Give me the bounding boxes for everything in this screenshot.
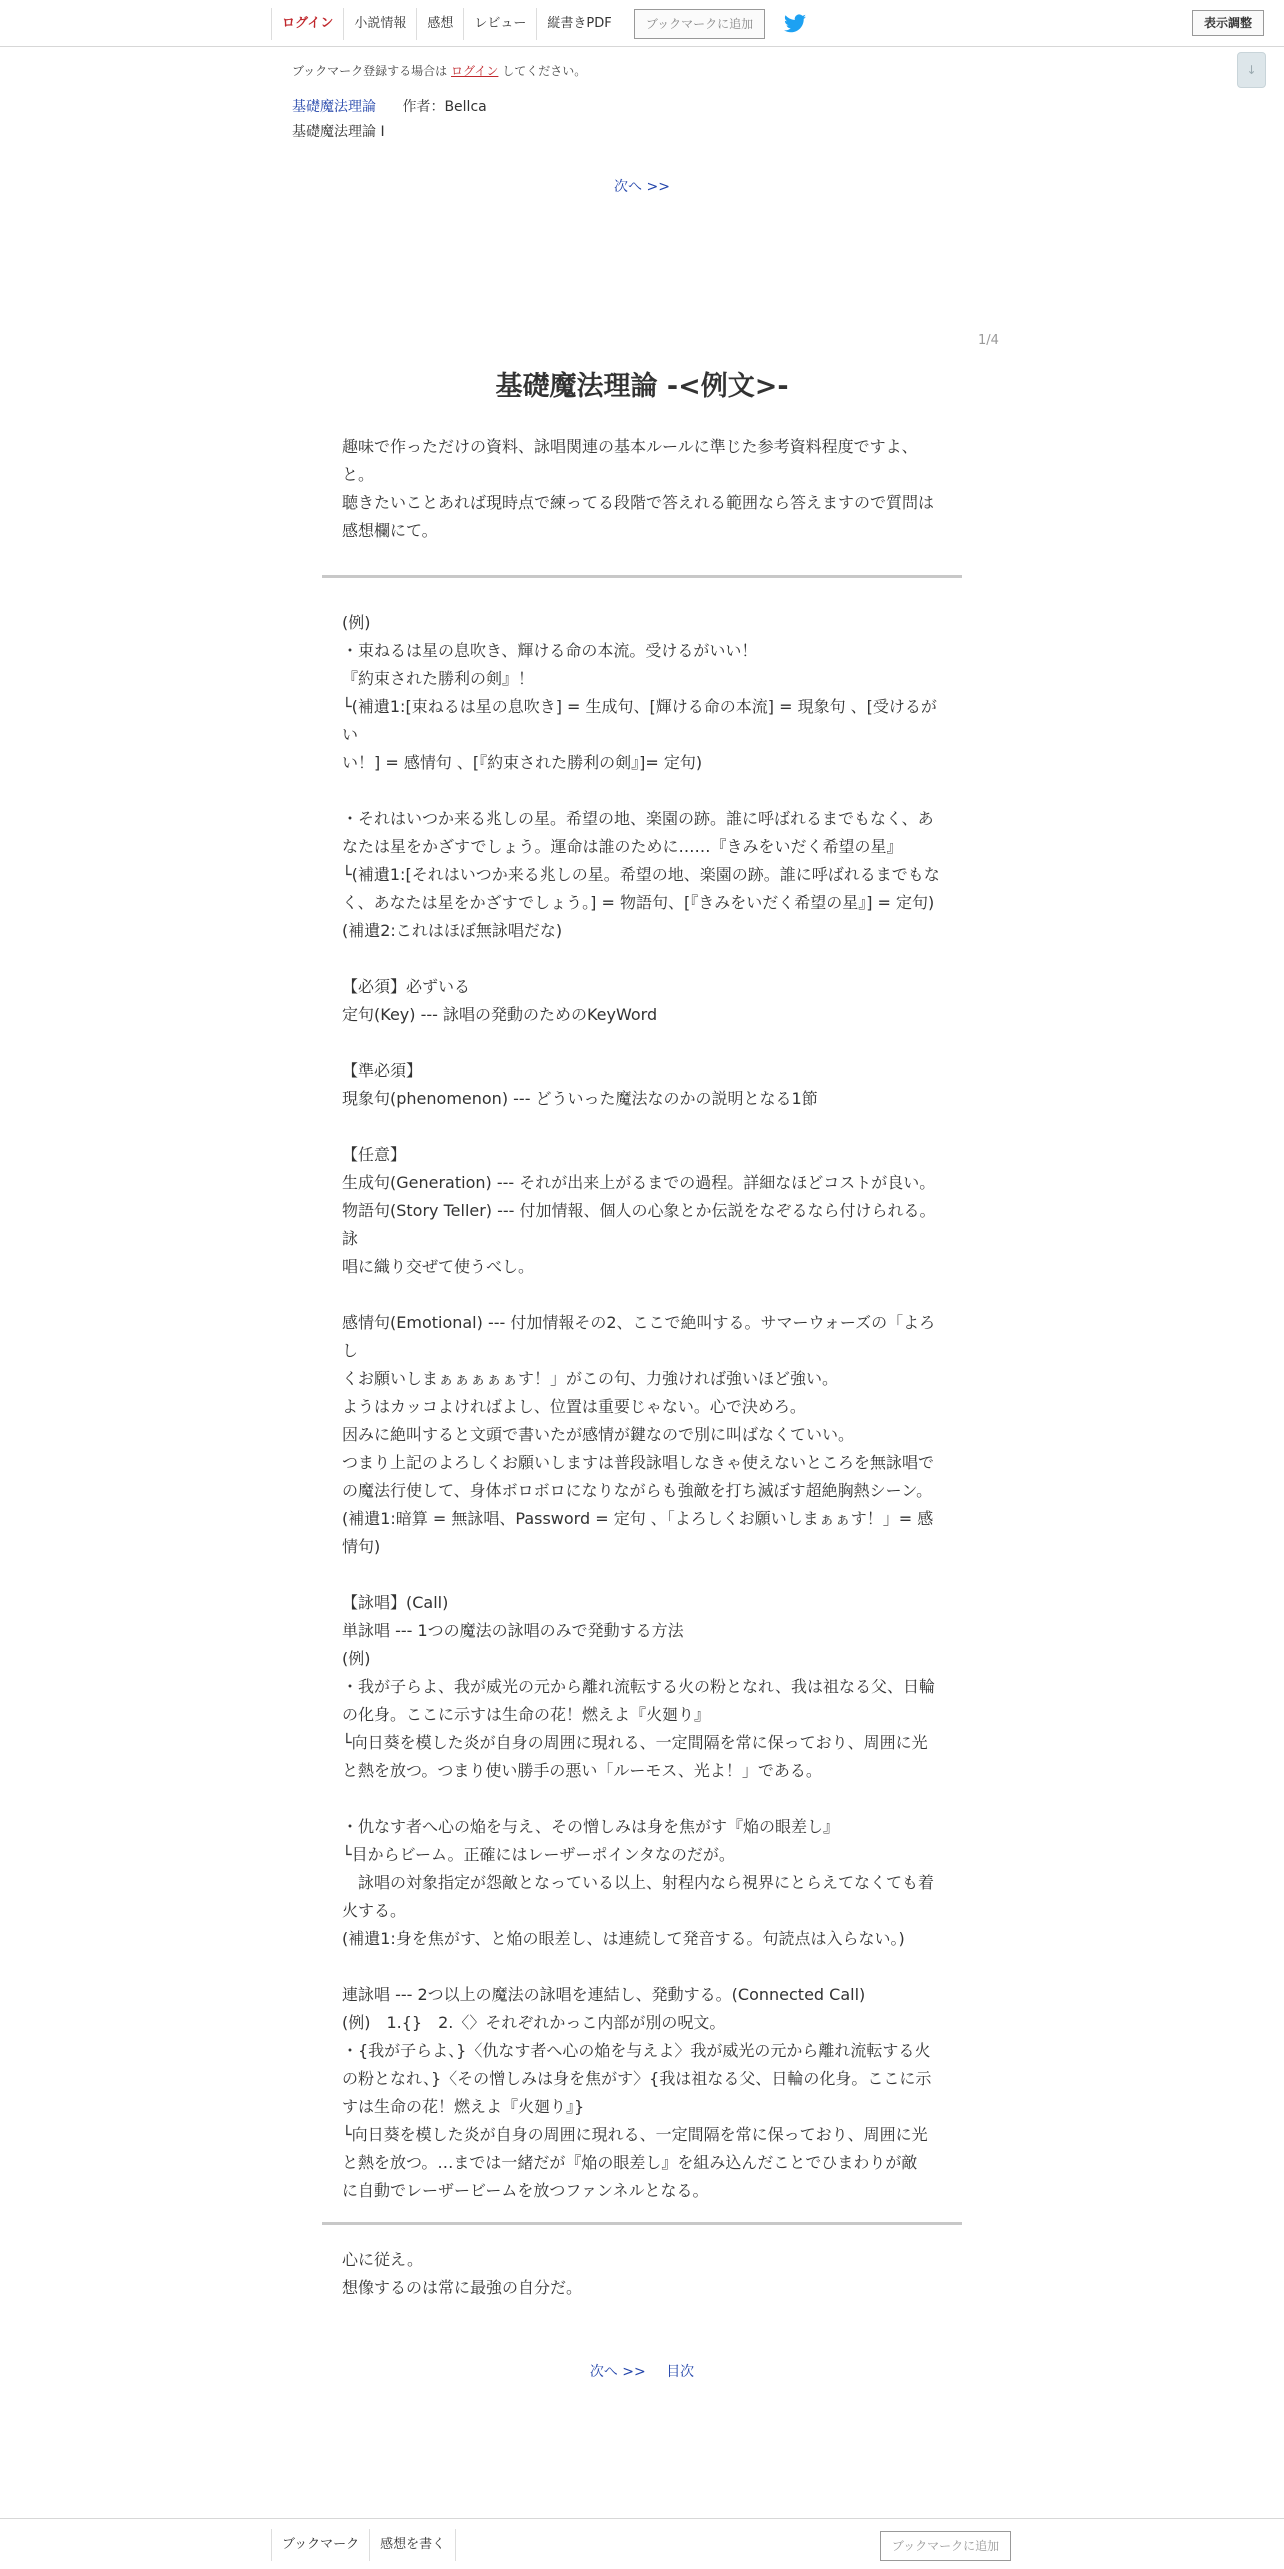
body-text [342,609,942,2205]
next-page-link-top[interactable]: 次へ >> [614,179,670,195]
afterword-line: 心に従え。 [342,2250,423,2269]
body-line: ・{我が子らよ、}〈仇なす者へ心の焔を与えよ〉我が威光の元から離れ流転する火 [342,2041,931,2060]
body-line: (例) [342,1649,371,1668]
body-line: 『約束された勝利の剣』！ [342,669,535,688]
body-line: の化身。ここに示すは生命の花！燃えよ『火廻り』 [342,1705,711,1724]
nav-novel-info[interactable]: 小説情報 [343,8,416,40]
add-bookmark-button-bottom[interactable]: ブックマークに追加 [880,2531,1011,2561]
next-page-link-bottom[interactable]: 次へ >> [589,2364,646,2380]
body-line [342,1953,942,1981]
nav-login[interactable]: ログイン [271,8,343,40]
body-line: └(補遺1:[それはいつか来る兆しの星。希望の地、楽園の跡。誰に呼ばれるまでもな [342,865,940,884]
afterword-line: 想像するのは常に最強の自分だ。 [342,2278,583,2297]
body-line: すは生命の花！燃えよ『火廻り』} [342,2097,585,2116]
body-line: 生成句(Generation) --- それが出来上がるまでの過程。詳細なほどコストが良い。 [342,1173,936,1192]
body-line: 感情句(Emotional) --- 付加情報その2、ここで絶叫する。サマーウォーズの「よろし [342,1313,936,1360]
write-impression-link[interactable]: 感想を書く [369,2529,456,2561]
pager-bottom [0,2361,1284,2381]
twitter-bird-icon[interactable] [782,12,808,36]
add-bookmark-button[interactable]: ブックマークに追加 [634,9,765,39]
body-line: 情句) [342,1537,381,1556]
series-title-link[interactable]: 基礎魔法理論 [292,99,376,115]
body-line: 物語句(Story Teller) --- 付加情報、個人の心象とか伝説をなぞるなら付けられる。詠 [342,1201,936,1248]
body-line [342,945,942,973]
body-line: なたは星をかざすでしょう。運命は誰のために……『きみをいだく希望の星』 [342,837,903,856]
body-line: 単詠唱 --- 1つの魔法の詠唱のみで発動する方法 [342,1621,684,1640]
body-line: └(補遺1:[束ねるは星の息吹き] = 生成句、[輝ける命の本流] = 現象句 、[受けるがい [342,697,937,744]
nav-impressions[interactable]: 感想 [416,8,463,40]
body-line: の魔法行使して、身体ボロボロになりながらも強敵を打ち滅ぼす超絶胸熱シーン。 [342,1481,933,1500]
body-line: い！] = 感情句 、[『約束された勝利の剣』]= 定句) [342,753,703,772]
body-line: (補遺1:暗算 = 無詠唱、Password = 定句 、「よろしくお願いしまぁぁす！」= 感 [342,1509,934,1528]
body-line [342,1561,942,1589]
body-line: (例) 1.{} 2.〈〉それぞれかっこ内部が別の呪文。 [342,2013,726,2032]
body-line: に自動でレーザービームを放つファンネルとなる。 [342,2181,709,2200]
bookmark-login-note [292,62,586,79]
bookmark-note-prefix: ブックマーク登録する場合は [292,64,448,78]
chapter-subtitle: 基礎魔法理論 I [292,124,385,140]
body-line [342,1785,942,1813]
body-line: └向日葵を模した炎が自身の周囲に現れる、一定間隔を常に保っており、周囲に光 [342,1733,928,1752]
bookmark-note-login-link[interactable]: ログイン [451,64,499,78]
body-line: 因みに絶叫すると文頭で書いたが感情が鍵なので別に叫ばなくていい。 [342,1425,855,1444]
body-line: ・我が子らよ、我が威光の元から離れ流転する火の粉となれ、我は祖なる父、日輪 [342,1677,935,1696]
body-line [342,1281,942,1309]
body-line: ・仇なす者へ心の焔を与え、その憎しみは身を焦がす『焔の眼差し』 [342,1817,839,1836]
body-line: の粉となれ、}〈その憎しみは身を焦がす〉{我は祖なる父、日輪の化身。ここに示 [342,2069,932,2088]
body-line: つまり上記のよろしくお願いしますは普段詠唱しなきゃ使えないところを無詠唱で [342,1453,935,1472]
body-line: (補遺2:これはほぼ無詠唱だな) [342,921,563,940]
body-line: 【任意】 [342,1145,407,1164]
body-line: (補遺1:身を焦がす、と焔の眼差し、は連続して発音する。句読点は入らない。) [342,1929,905,1948]
afterword-text [342,2246,942,2302]
body-line: 火する。 [342,1901,407,1920]
top-nav-bar [0,0,1284,47]
bottom-bookmark-link[interactable]: ブックマーク [271,2529,369,2561]
body-line: 【準必須】 [342,1061,423,1080]
preface-divider [322,575,962,578]
body-line: 詠唱の対象指定が怨敵となっている以上、射程内なら視界にとらえてなくても着 [342,1873,935,1892]
body-line: ・それはいつか来る兆しの星。希望の地、楽園の跡。誰に呼ばれるまでもなく、あ [342,809,934,828]
body-line: くお願いしまぁぁぁぁぁす！」がこの句、力強ければ強いほど強い。 [342,1369,839,1388]
nav-review[interactable]: レビュー [463,8,536,40]
scroll-down-arrow-icon[interactable]: ↓ [1237,52,1266,88]
header-nav [271,8,622,40]
body-line: └向日葵を模した炎が自身の周囲に現れる、一定間隔を常に保っており、周囲に光 [342,2125,928,2144]
body-line: ・束ねるは星の息吹き、輝ける命の本流。受けるがいい！ [342,641,758,660]
body-line: (例) [342,613,371,632]
body-line: ようはカッコよければよし、位置は重要じゃない。心で決めろ。 [342,1397,806,1416]
preface-line: 感想欄にて。 [342,521,438,540]
bottom-nav [271,2529,456,2561]
body-line: 【必須】必ずいる [342,977,471,996]
author-name: 作者：Bellca [402,99,487,115]
preface-text [342,433,942,545]
body-line: └目からビーム。正確にはレーザーポインタなのだが。 [342,1845,735,1864]
body-line: 定句(Key) --- 詠唱の発動のためのKeyWord [342,1005,658,1024]
preface-line: 趣味で作っただけの資料、詠唱関連の基本ルールに準じた参考資料程度ですよ、 [342,437,918,456]
bottom-bar [0,2518,1284,2569]
body-line: 【詠唱】(Call) [342,1593,449,1612]
afterword-divider [322,2222,962,2225]
chapter-title: 基礎魔法理論 -<例文>- [495,371,789,402]
pager-top [0,176,1284,196]
body-line [342,777,942,805]
display-settings-button[interactable]: 表示調整 [1192,10,1264,36]
body-line: く、あなたは星をかざすでしょう。] = 物語句、[『きみをいだく希望の星』] = 定句) [342,893,935,912]
page-number: 1/4 [978,333,999,348]
body-line: と熱を放つ。つまり使い勝手の悪い「ルーモス、光よ！」である。 [342,1761,822,1780]
preface-line: 聴きたいことあれば現時点で練ってる段階で答えれる範囲なら答えますので質問は [342,493,935,512]
body-line [342,1029,942,1057]
body-line: と熱を放つ。…までは一緒だが『焔の眼差し』を組み込んだことでひまわりが敵 [342,2153,918,2172]
series-info [292,97,487,117]
body-line: 連詠唱 --- 2つ以上の魔法の詠唱を連結し、発動する。(Connected Call) [342,1985,866,2004]
body-line: 唱に織り交ぜて使うべし。 [342,1257,535,1276]
body-line: 現象句(phenomenon) --- どういった魔法なのかの説明となる1節 [342,1089,818,1108]
preface-line: と。 [342,465,375,484]
body-line [342,1113,942,1141]
bookmark-note-suffix: してください。 [502,64,587,78]
nav-vertical-pdf[interactable]: 縦書きPDF [536,8,621,40]
twitter-bird-svg [782,12,808,36]
table-of-contents-link[interactable]: 目次 [666,2364,695,2380]
